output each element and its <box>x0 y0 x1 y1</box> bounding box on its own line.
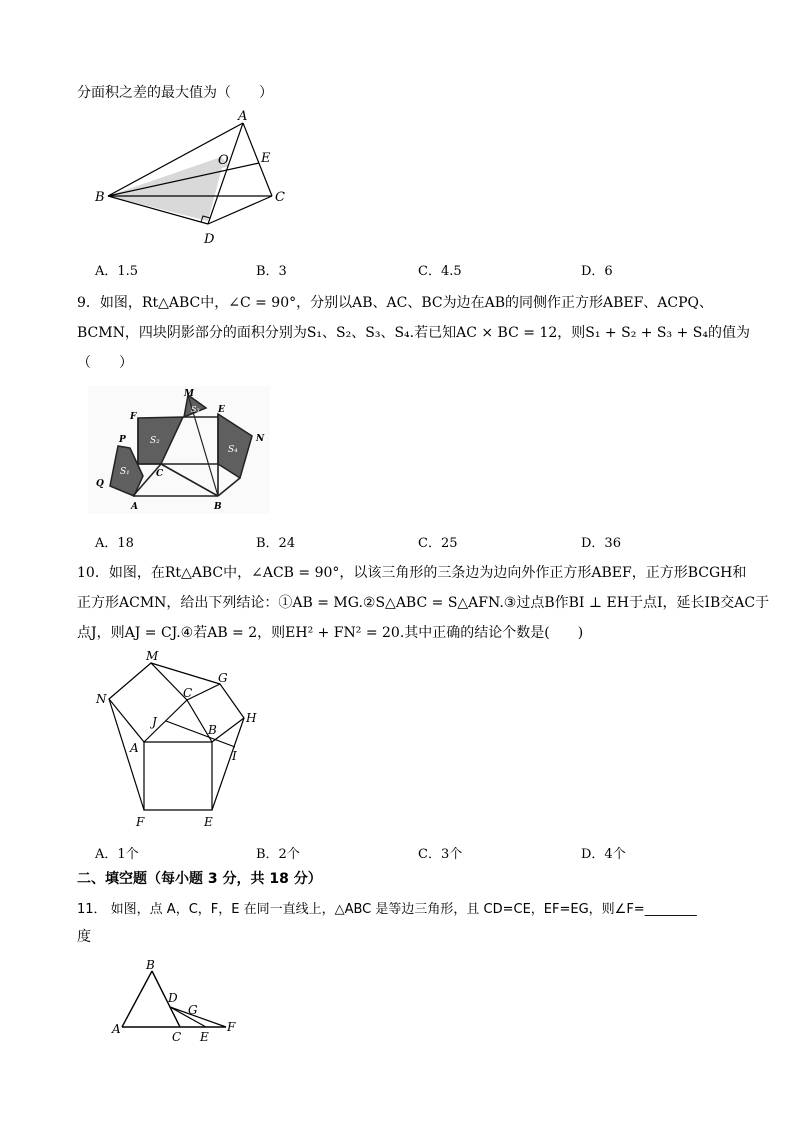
q10-option-a[interactable]: A．1个 <box>95 847 139 862</box>
q10-line-2: 正方形ACMN，给出下列结论：①AB = MG.②S△ABC = S△AFN.③过点B作BI ⊥ EH于点I，延长IB交AC于 <box>77 595 770 611</box>
q10-label-b: B <box>208 723 217 737</box>
q10-label-h: H <box>246 711 257 725</box>
q8-label-o: O <box>218 153 229 168</box>
q10-label-m: M <box>146 650 159 663</box>
q10-option-b[interactable]: B．2个 <box>256 847 300 862</box>
q8-figure <box>90 108 300 248</box>
q10-label-j: J <box>152 715 157 729</box>
q9-label-a: A <box>131 502 138 512</box>
q10-label-n: N <box>96 692 107 706</box>
q11-label-b: B <box>146 958 155 972</box>
q8-label-b: B <box>95 190 105 205</box>
q9-label-s3: S₃ <box>191 405 200 414</box>
q10-option-d[interactable]: D．4个 <box>581 847 626 862</box>
q8-label-d: D <box>204 232 215 247</box>
q8-option-d[interactable]: D．6 <box>581 264 613 279</box>
q9-line-2: BCMN，四块阴影部分的面积分别为S₁、S₂、S₃、S₄.若已知AC × BC = 12，则S₁ + S₂ + S₃ + S₄的值为 <box>77 325 750 341</box>
q8-option-b[interactable]: B．3 <box>256 264 287 279</box>
q9-option-b[interactable]: B．24 <box>256 536 296 551</box>
q9-label-f: F <box>130 412 137 422</box>
q10-label-e: E <box>204 815 213 829</box>
q8-label-a: A <box>238 109 248 124</box>
q10-figure <box>92 650 272 832</box>
q10-label-i: I <box>232 749 237 763</box>
q11-figure <box>108 955 240 1047</box>
q9-label-m: M <box>184 389 194 399</box>
q9-option-d[interactable]: D．36 <box>581 536 621 551</box>
q10-label-a: A <box>130 741 139 755</box>
q8-option-a[interactable]: A．1.5 <box>95 264 139 279</box>
q11-label-a: A <box>112 1022 121 1036</box>
q9-label-q: Q <box>96 479 104 489</box>
q10-option-c[interactable]: C．3个 <box>418 847 463 862</box>
q9-label-e: E <box>218 405 225 415</box>
q8-label-c: C <box>275 190 285 205</box>
q9-option-a[interactable]: A．18 <box>95 536 134 551</box>
q9-line-3: （ ） <box>77 355 133 371</box>
q8-option-c[interactable]: C．4.5 <box>418 264 462 279</box>
q9-label-b: B <box>214 502 222 512</box>
q9-label-s1: S₁ <box>120 467 130 477</box>
q9-label-n: N <box>256 434 265 444</box>
q9-label-c: C <box>156 469 164 479</box>
q11-label-g: G <box>188 1003 198 1017</box>
q10-label-c: C <box>183 686 193 700</box>
q11-label-f: F <box>227 1020 236 1034</box>
q9-label-s4: S₄ <box>228 445 238 455</box>
q10-line-3: 点J，则AJ = CJ.④若AB = 2，则EH² + FN² = 20.其中正确的结论个数是( ) <box>77 625 584 641</box>
section-2-title: 二、填空题（每小题 3 分，共 18 分） <box>77 871 322 887</box>
q9-label-p: P <box>119 435 126 445</box>
q10-line-1: 10．如图，在Rt△ABC中，∠ACB = 90°，以该三角形的三条边为边向外作正方形ABEF，正方形BCGH和 <box>77 565 747 581</box>
q9-figure <box>88 386 270 514</box>
q8-stem-tail: 分面积之差的最大值为（ ） <box>77 85 273 101</box>
q11-label-d: D <box>168 991 178 1005</box>
q8-label-e: E <box>261 151 271 166</box>
q9-label-s2: S₂ <box>150 436 160 446</box>
q11-label-c: C <box>172 1030 182 1044</box>
q9-option-c[interactable]: C．25 <box>418 536 458 551</box>
q11-line-1: 11． 如图，点 A，C，F，E 在同一直线上，△ABC 是等边三角形，且 CD=CE，EF=EG，则∠F=________ <box>77 902 697 917</box>
q11-line-2: 度 <box>77 929 91 945</box>
q11-label-e: E <box>200 1030 209 1044</box>
q10-label-f: F <box>136 815 145 829</box>
q9-line-1: 9．如图，Rt△ABC中，∠C = 90°，分别以AB、AC、BC为边在AB的同侧作正方形ABEF、ACPQ、 <box>77 295 714 311</box>
q10-label-g: G <box>218 671 228 685</box>
